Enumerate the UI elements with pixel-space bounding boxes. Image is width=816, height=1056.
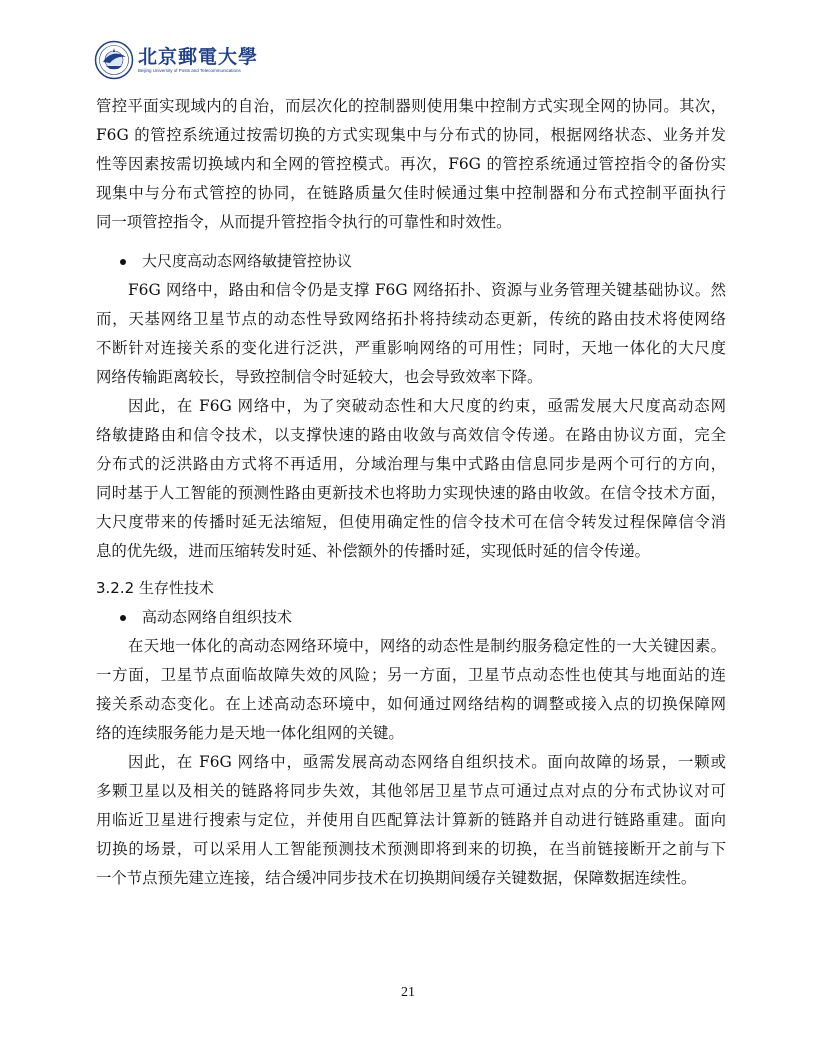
university-name-cn: 北京郵電大學 [138,46,259,68]
paragraph-3 [96,392,726,566]
paragraph-line: 络敏捷路由和信令技术，以支撑快速的路由收敛与高效信令传递。在路由协议方面，完全 [96,426,726,444]
section-heading: 3.2.2 生存性技术 [96,579,214,597]
bullet-label: 高动态网络自组织技术 [142,608,293,626]
paragraph-5 [96,748,726,893]
paragraph-line: 大尺度带来的传播时延无法缩短，但使用确定性的信令技术可在信令转发过程保障信令消 [96,513,726,531]
paragraph-line: F6G 的管控系统通过按需切换的方式实现集中与分布式的协同，根据网络状态、业务并发 [96,126,726,144]
bullet-dot-icon [120,259,126,265]
paragraph-line: 不断针对连接关系的变化进行泛洪，严重影响网络的可用性；同时，天地一体化的大尺度 [96,339,726,357]
paragraph-line: F6G 网络中，路由和信令仍是支撑 F6G 网络拓扑、资源与业务管理关键基础协议。然 [128,281,726,299]
paragraph-line: 一个节点预先建立连接，结合缓冲同步技术在切换期间缓存关键数据，保障数据连续性。 [96,869,697,887]
paragraph-line: 网络传输距离较长，导致控制信令时延较大，也会导致效率下降。 [96,368,543,386]
logo-text-block [138,46,258,74]
paragraph-line: 同时基于人工智能的预测性路由更新技术也将助力实现快速的路由收敛。在信令技术方面， [96,484,726,502]
bullet-label: 大尺度高动态网络敏捷管控协议 [142,252,353,270]
paragraph-line: 用临近卫星进行搜索与定位，并使用自匹配算法计算新的链路并自动进行链路重建。面向 [96,811,726,829]
bullet-item [96,603,726,632]
university-logo [94,40,258,80]
university-seal-icon [94,40,134,80]
paragraph-line: 现集中与分布式管控的协同，在链路质量欠佳时候通过集中控制器和分布式控制平面执行 [96,184,726,202]
paragraph-line: 因此，在 F6G 网络中，为了突破动态性和大尺度的约束，亟需发展大尺度高动态网 [128,397,726,415]
bullet-item [96,247,726,276]
paragraph-line: 多颗卫星以及相关的链路将同步失效，其他邻居卫星节点可通过点对点的分布式协议对可 [96,782,726,800]
paragraph-line: 一方面，卫星节点面临故障失效的风险；另一方面，卫星节点动态性也使其与地面站的连 [96,666,726,684]
paragraph-line: 络的连续服务能力是天地一体化组网的关键。 [96,724,404,742]
paragraph-line: 同一项管控指令，从而提升管控指令执行的可靠性和时效性。 [96,213,512,231]
bullet-dot-icon [120,615,126,621]
paragraph-line: 切换的场景，可以采用人工智能预测技术预测即将到来的切换，在当前链接断开之前与下 [96,840,726,858]
paragraph-line: 因此，在 F6G 网络中，亟需发展高动态网络自组织技术。面向故障的场景，一颗或 [128,753,726,771]
page-body [96,92,726,893]
paragraph-line: 管控平面实现域内的自治，而层次化的控制器则使用集中控制方式实现全网的协同。其次， [96,97,726,115]
paragraph-line: 在天地一体化的高动态网络环境中，网络的动态性是制约服务稳定性的一大关键因素。 [128,637,726,655]
page-number: 21 [401,985,415,1000]
paragraph-line: 接关系动态变化。在上述高动态环境中，如何通过网络结构的调整或接入点的切换保障网 [96,695,726,713]
paragraph-line: 分布式的泛洪路由方式将不再适用，分域治理与集中式路由信息同步是两个可行的方向， [96,455,726,473]
paragraph-4 [96,632,726,748]
paragraph-line: 而，天基网络卫星节点的动态性导致网络拓扑将持续动态更新，传统的路由技术将使网络 [96,310,726,328]
paragraph-line: 性等因素按需切换域内和全网的管控模式。再次，F6G 的管控系统通过管控指令的备份实 [96,155,726,173]
paragraph-line: 息的优先级，进而压缩转发时延、补偿额外的传播时延，实现低时延的信令传递。 [96,542,651,560]
university-name-en: Beijing University of Posts and Telecommunications [138,68,241,73]
paragraph-2 [96,276,726,392]
paragraph-1 [96,92,726,237]
